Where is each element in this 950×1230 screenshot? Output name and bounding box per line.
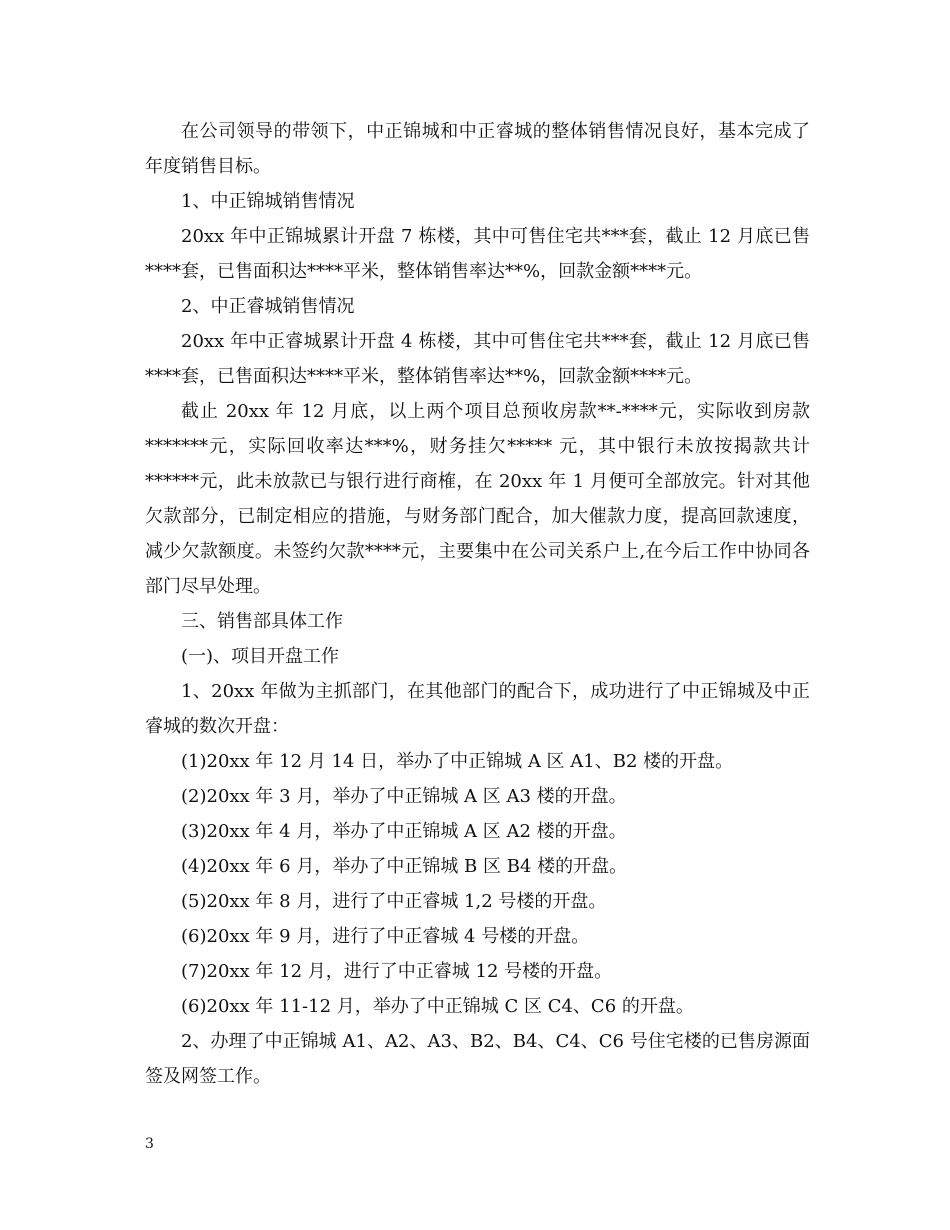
list-item-opening-4: (4)20xx 年 6 月，举办了中正锦城 B 区 B4 楼的开盘。 — [181, 856, 628, 877]
paragraph-receivables: 截止 20xx 年 12 月底，以上两个项目总预收房款**-****元，实际收到房款*******元，实际回收率达***%，财务挂欠***** 元，其中银行未放按揭款共计******元，此未放款已与银行进行商榷，在 20xx 年 1 月便可全部放完。针对其他欠款部分，已制定相应的措施，与财务部门配合，加大催款力度，提高回款速度，减少欠款额度。未签约欠款****元，主要集中在公司关系户上,在今后工作中协同各部门尽早处理。 — [145, 401, 810, 597]
heading-jincheng-sales: 1、中正锦城销售情况 — [181, 191, 355, 212]
list-item-opening-6: (6)20xx 年 9 月，进行了中正睿城 4 号楼的开盘。 — [181, 926, 590, 947]
document-body — [145, 114, 810, 1094]
paragraph-jincheng-sales: 20xx 年中正锦城累计开盘 7 栋楼，其中可售住宅共***套，截止 12 月底已售****套，已售面积达****平米，整体销售率达**%，回款金额****元。 — [145, 226, 810, 282]
list-item-opening-2: (2)20xx 年 3 月，举办了中正锦城 A 区 A3 楼的开盘。 — [181, 786, 627, 807]
list-item-opening-8: (6)20xx 年 11-12 月，举办了中正锦城 C 区 C4、C6 的开盘。 — [181, 996, 694, 1017]
list-item-opening-7: (7)20xx 年 12 月，进行了中正睿城 12 号楼的开盘。 — [181, 961, 613, 982]
list-item-opening-5: (5)20xx 年 8 月，进行了中正睿城 1,2 号楼的开盘。 — [181, 891, 607, 912]
paragraph-ruicheng-sales: 20xx 年中正睿城累计开盘 4 栋楼，其中可售住宅共***套，截止 12 月底已售****套，已售面积达****平米，整体销售率达**%，回款金额****元。 — [145, 331, 810, 387]
paragraph-signing-work: 2、办理了中正锦城 A1、A2、A3、B2、B4、C4、C6 号住宅楼的已售房源面签及网签工作。 — [145, 1031, 810, 1087]
subsection-heading-openings: (一)、项目开盘工作 — [181, 646, 340, 667]
list-item-opening-1: (1)20xx 年 12 月 14 日，举办了中正锦城 A 区 A1、B2 楼的开盘。 — [181, 751, 734, 772]
paragraph-openings-intro: 1、20xx 年做为主抓部门，在其他部门的配合下，成功进行了中正锦城及中正睿城的数次开盘： — [145, 681, 810, 737]
page-number: 3 — [145, 1136, 154, 1152]
section-heading-sales-work: 三、销售部具体工作 — [181, 611, 343, 632]
heading-ruicheng-sales: 2、中正睿城销售情况 — [181, 296, 355, 317]
paragraph-intro: 在公司领导的带领下，中正锦城和中正睿城的整体销售情况良好，基本完成了年度销售目标。 — [145, 121, 810, 177]
list-item-opening-3: (3)20xx 年 4 月，举办了中正锦城 A 区 A2 楼的开盘。 — [181, 821, 627, 842]
